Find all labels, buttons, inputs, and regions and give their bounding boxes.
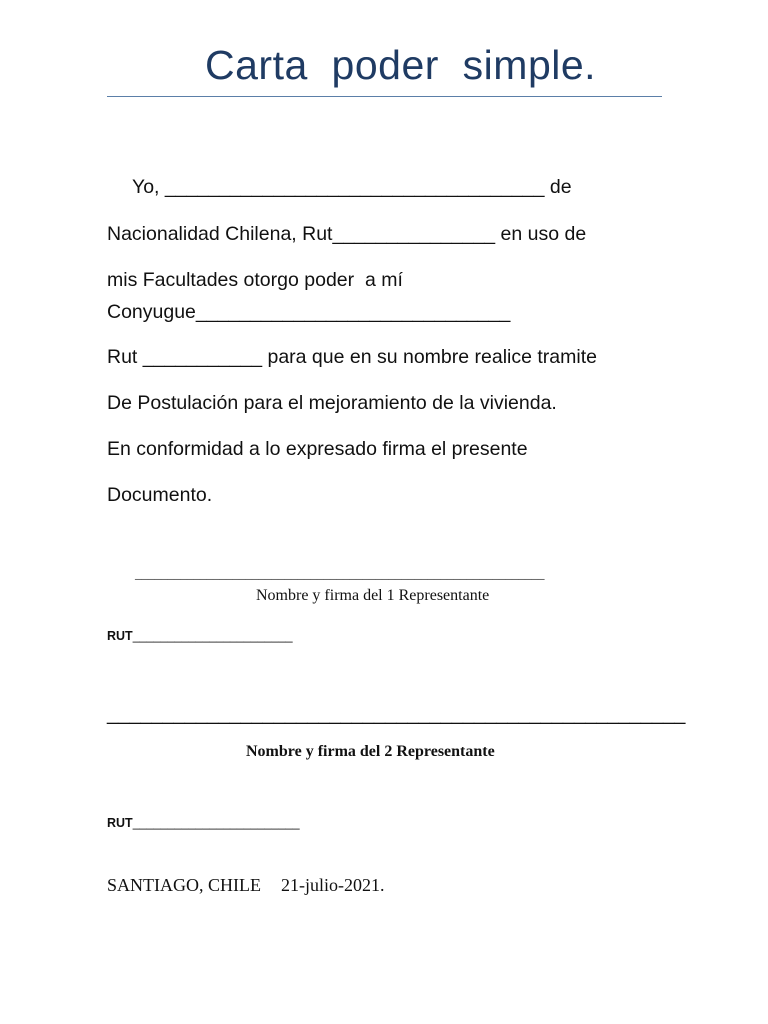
body-line-7: En conformidad a lo expresado firma el presente [107,438,528,460]
signature-caption-2: Nombre y firma del 2 Representante [246,743,495,760]
rut-blank-2: ________________________ [132,816,300,830]
document-title: Carta poder simple. [205,42,597,88]
body-line-4: Conyugue_____________________________ [107,301,511,323]
place-and-date [107,875,384,896]
rut-field-1 [107,629,293,643]
body-line-5: Rut ___________ para que en su nombre realice tramite [107,346,597,368]
body-line-1: Yo, ___________________________________ de [132,176,572,198]
body-line-6: De Postulación para el mejoramiento de la vivienda. [107,392,557,414]
footer-place: SANTIAGO, CHILE [107,875,261,895]
body-line-3: mis Facultades otorgo poder a mí [107,269,403,291]
body-line-8: Documento. [107,484,213,506]
title-divider [107,96,662,97]
rut-blank-1: _______________________ [132,629,293,643]
rut-label-2: RUT [107,816,133,830]
signature-caption-1: Nombre y firma del 1 Representante [256,587,490,604]
body-line-2: Nacionalidad Chilena, Rut_______________ en uso de [107,223,587,245]
footer-date: 21-julio-2021. [280,875,385,895]
rut-label-1: RUT [107,629,133,643]
rut-field-2 [107,816,300,830]
signature-line-2: ____________________________________________________ [107,703,686,725]
signature-line-1: _______________________________________________________________ [135,566,545,581]
